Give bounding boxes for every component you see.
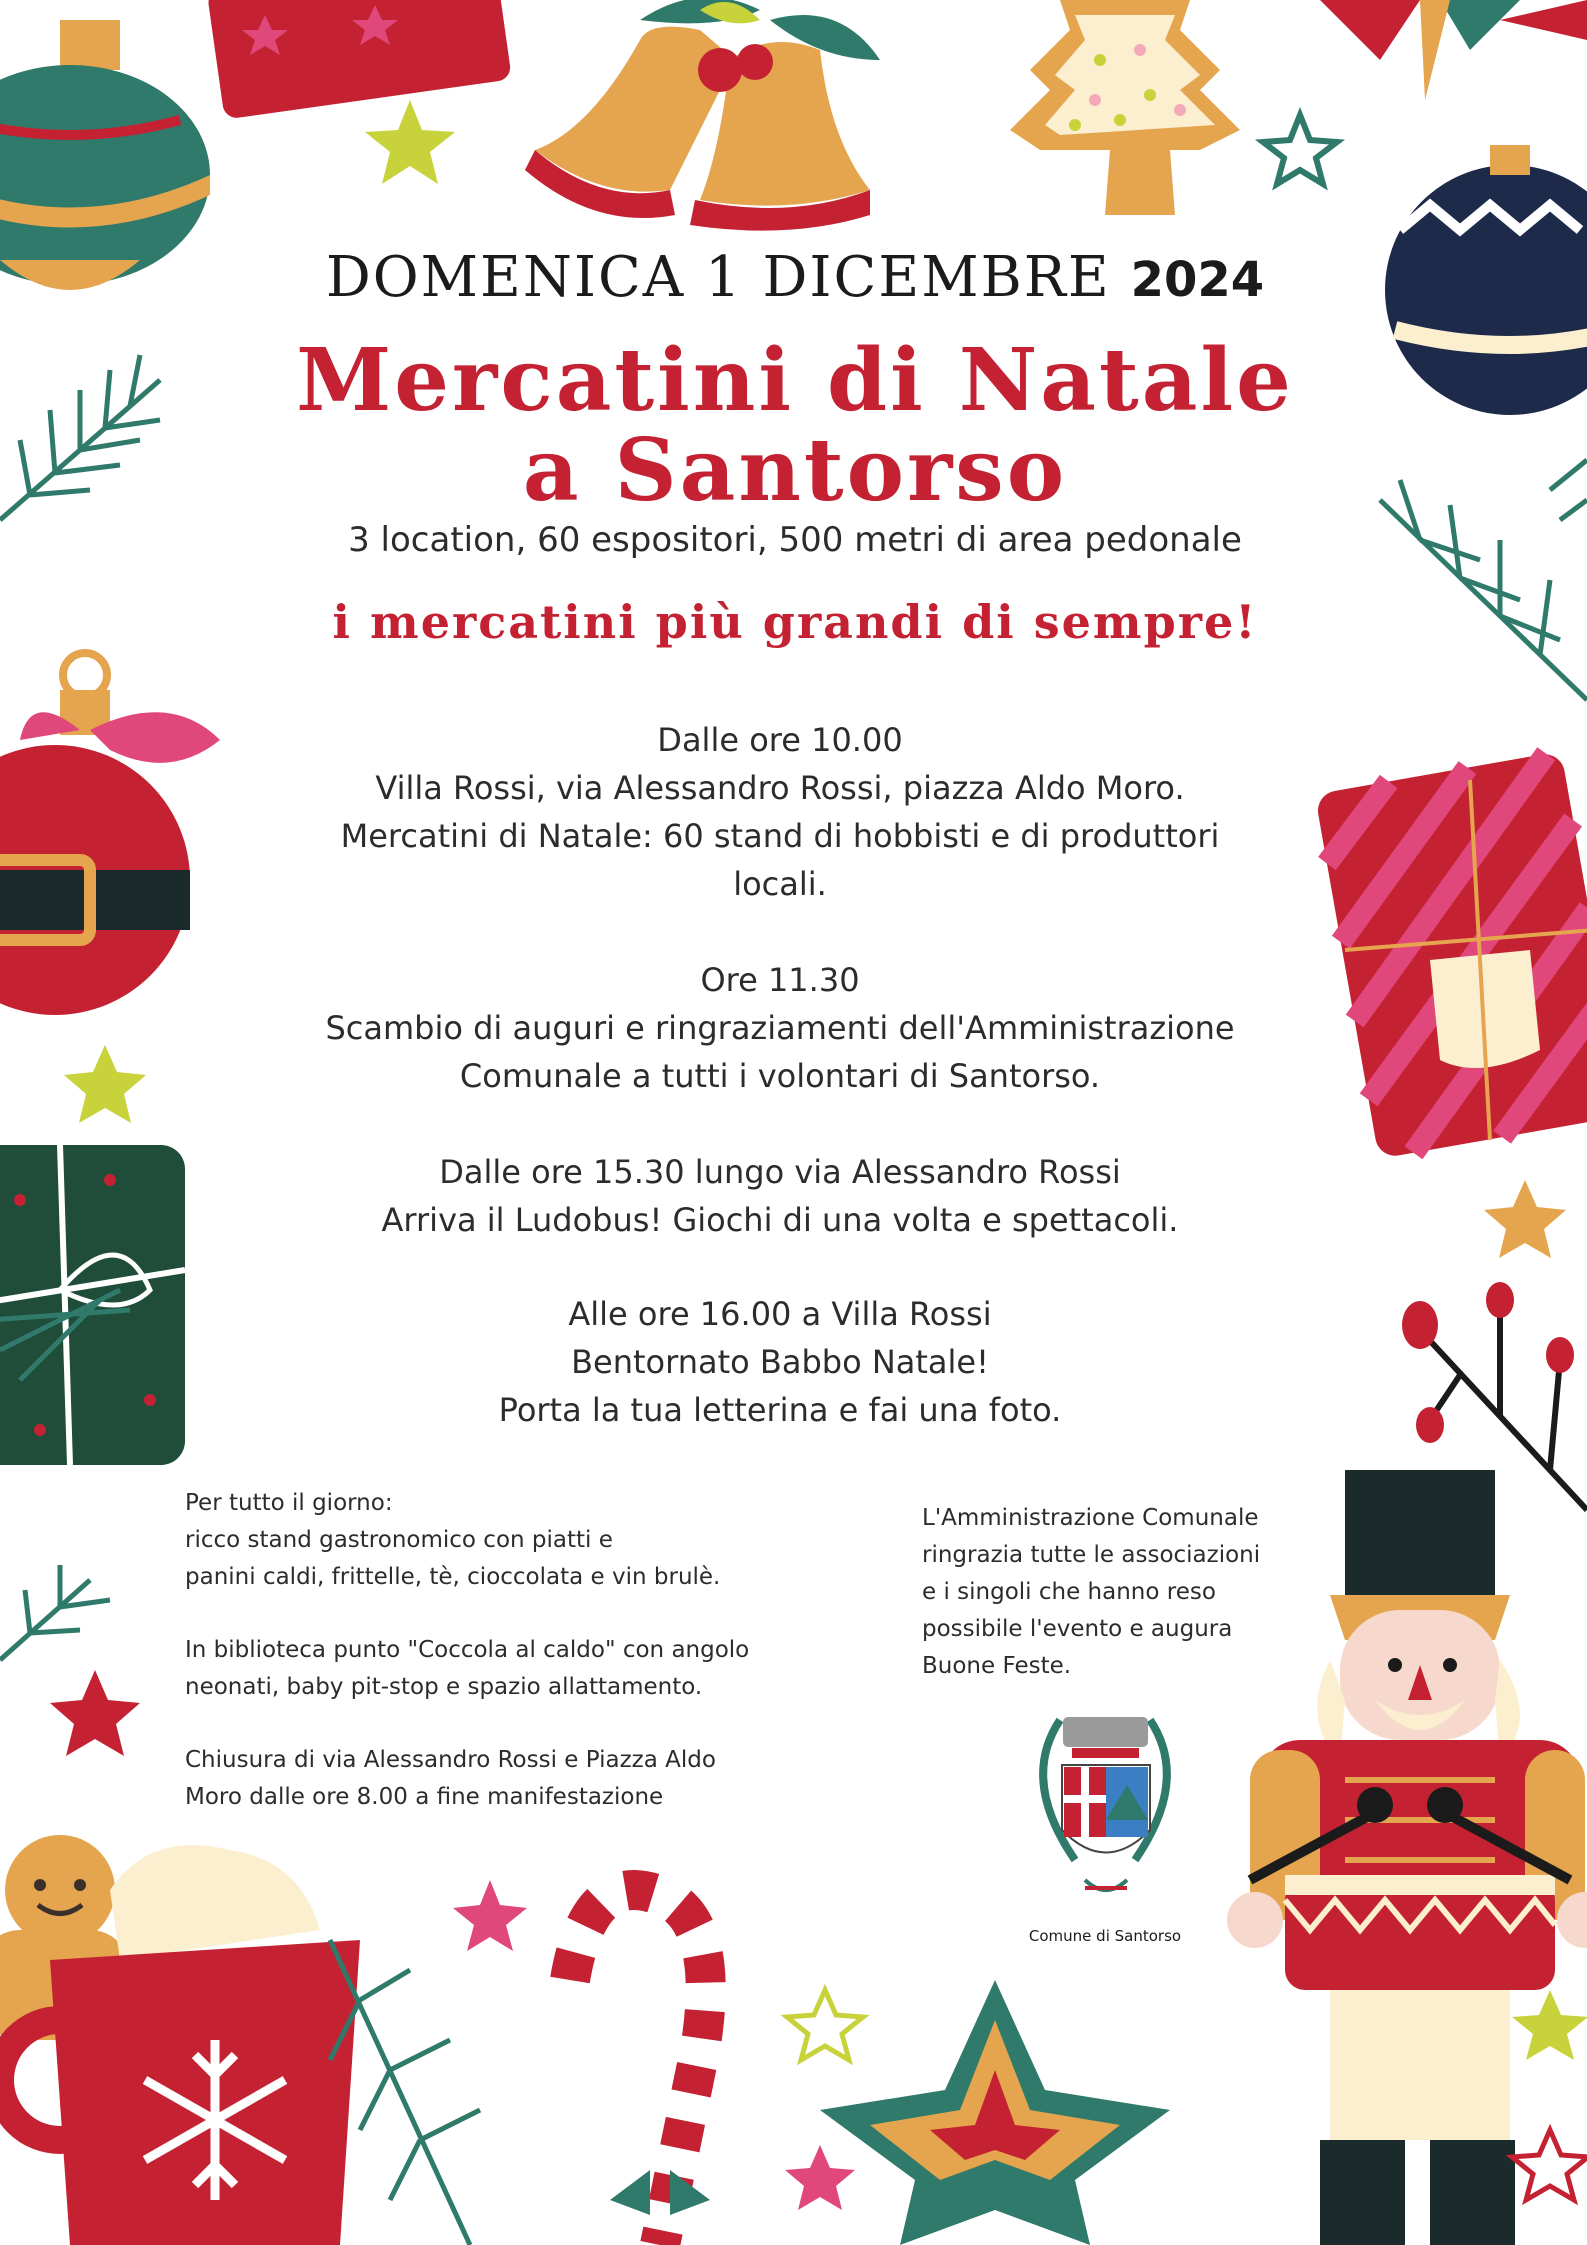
pine-branch-bottom-icon xyxy=(330,1940,480,2245)
program-line: Bentornato Babbo Natale! xyxy=(571,1343,989,1381)
gift-box-top-icon xyxy=(207,0,512,120)
program-line: Porta la tua letterina e fai una foto. xyxy=(498,1391,1062,1429)
event-title-line-2: a Santorso xyxy=(522,420,1068,521)
event-date-day: DOMENICA 1 DICEMBRE xyxy=(325,245,1111,310)
candy-cane-icon xyxy=(570,1890,710,2245)
info-line: panini caldi, frittelle, tè, cioccolata e vin brulè. xyxy=(185,1564,721,1590)
thanks-line: ringrazia tutte le associazioni xyxy=(922,1542,1261,1568)
bells-icon xyxy=(525,0,880,231)
event-title-line-1: Mercatini di Natale xyxy=(296,330,1294,431)
info-road-closure xyxy=(185,1742,716,1816)
star-ornament-bottom-icon xyxy=(820,1980,1170,2245)
star-outline-yellow-icon xyxy=(787,1990,863,2060)
gift-striped-icon xyxy=(1315,751,1587,1159)
program-line: Dalle ore 15.30 lungo via Alessandro Rossi xyxy=(439,1153,1121,1191)
pine-branch-right-icon xyxy=(1380,460,1587,700)
info-line: Moro dalle ore 8.00 a fine manifestazione xyxy=(185,1784,664,1810)
program-block-noon xyxy=(280,956,1280,1100)
program-line: Mercatini di Natale: 60 stand di hobbisti e di produttori xyxy=(340,817,1220,855)
program-line: Villa Rossi, via Alessandro Rossi, piazza Aldo Moro. xyxy=(375,769,1185,807)
star-yellow-icon xyxy=(365,100,455,184)
event-stats: 3 location, 60 espositori, 500 metri di area pedonale xyxy=(348,520,1242,560)
info-food xyxy=(185,1485,720,1596)
star-gold-icon xyxy=(1484,1180,1566,1258)
comune-label: Comune di Santorso xyxy=(1028,1927,1182,1945)
info-line: neonati, baby pit-stop e spazio allattamento. xyxy=(185,1674,703,1700)
program-line: Alle ore 16.00 a Villa Rossi xyxy=(568,1295,992,1333)
event-date xyxy=(230,245,1360,310)
thanks-line: possibile l'evento e augura xyxy=(922,1616,1233,1642)
program-line: Scambio di auguri e ringraziamenti dell'Amministrazione xyxy=(325,1009,1235,1047)
poinsettia-top-right-icon xyxy=(1320,0,1587,100)
star-pink-icon xyxy=(453,1880,527,1951)
program-line: locali. xyxy=(733,865,827,903)
ornament-santa-icon xyxy=(0,653,220,1015)
program-block-morning xyxy=(280,716,1280,908)
program-line: Comunale a tutti i volontari di Santorso. xyxy=(459,1057,1101,1095)
star-red-icon xyxy=(50,1670,140,1756)
thanks-note xyxy=(922,1500,1260,1685)
program-line: Arriva il Ludobus! Giochi di una volta e spettacoli. xyxy=(381,1201,1179,1239)
star-pink-icon xyxy=(785,2145,855,2210)
info-line: ricco stand gastronomico con piatti e xyxy=(185,1527,613,1553)
star-yellow-icon xyxy=(1512,1990,1587,2060)
comune-crest-icon xyxy=(1043,1717,1167,1890)
program-line: Dalle ore 10.00 xyxy=(657,721,903,759)
thanks-line: e i singoli che hanno reso xyxy=(922,1579,1216,1605)
thanks-line: L'Amministrazione Comunale xyxy=(922,1505,1259,1531)
ornament-top-left-icon xyxy=(0,20,210,290)
nutcracker-icon xyxy=(1227,1470,1587,2245)
info-library xyxy=(185,1632,749,1706)
event-year: 2024 xyxy=(1130,252,1265,308)
star-yellow-icon xyxy=(64,1045,146,1123)
program-block-santa xyxy=(280,1290,1280,1434)
pine-branch-lower-left-icon xyxy=(0,1565,110,1660)
pine-branch-left-icon xyxy=(0,355,160,520)
info-line: Chiusura di via Alessandro Rossi e Piazza Aldo xyxy=(185,1747,716,1773)
star-outline-red-icon xyxy=(1512,2130,1587,2200)
info-line: Per tutto il giorno: xyxy=(185,1490,393,1516)
thanks-line: Buone Feste. xyxy=(922,1653,1072,1679)
ornament-navy-icon xyxy=(1385,145,1587,415)
gift-green-icon xyxy=(0,1145,185,1465)
star-outline-icon xyxy=(1263,115,1337,184)
cookie-tree-icon xyxy=(1010,0,1240,215)
program-line: Ore 11.30 xyxy=(700,961,860,999)
event-tagline: i mercatini più grandi di sempre! xyxy=(332,595,1258,649)
info-line: In biblioteca punto "Coccola al caldo" con angolo xyxy=(185,1637,750,1663)
program-block-ludobus xyxy=(280,1148,1280,1244)
